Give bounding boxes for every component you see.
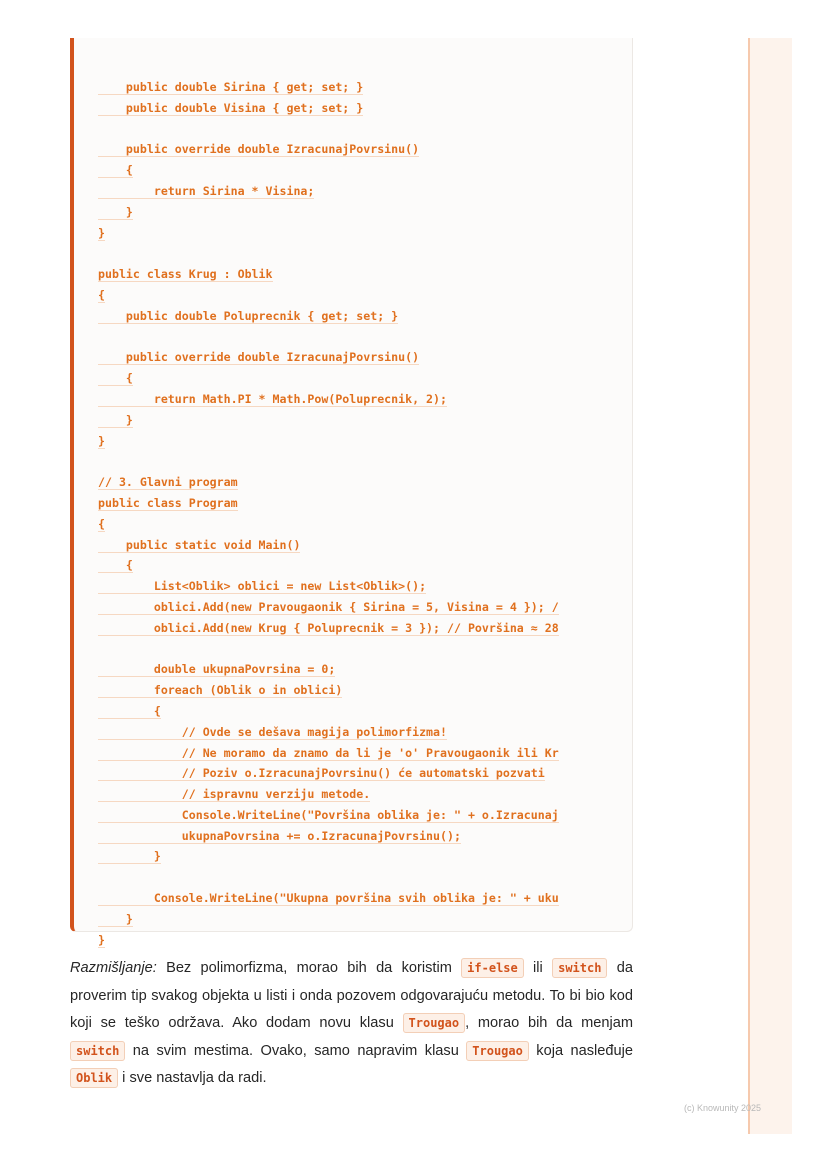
para-text-7: i sve nastavlja da radi.: [118, 1070, 267, 1087]
code-line-text: return Sirina * Visina;: [98, 183, 315, 198]
code-line-text: {: [98, 516, 105, 531]
para-text-1: Bez polimorfizma, morao bih da koristim: [156, 960, 462, 976]
code-line: [98, 366, 698, 387]
code-line: [98, 470, 698, 491]
para-text-2: ili: [523, 960, 553, 976]
code-line-text: public class Krug : Oblik: [98, 267, 273, 282]
code-line-text: oblici.Add(new Pravougaonik { Sirina = 5, Visina = 4 }); /: [98, 599, 559, 614]
side-divider: [748, 38, 750, 1134]
code-line: [98, 533, 698, 554]
code-line: [98, 824, 698, 845]
code-line: [98, 803, 698, 824]
code-line: [98, 907, 698, 928]
code-line: [98, 720, 698, 741]
code-line-text: public override double IzracunajPovrsinu(): [98, 350, 420, 365]
side-panel: [749, 38, 792, 1134]
code-line: [98, 117, 698, 138]
code-line-text: return Math.PI * Math.Pow(Poluprecnik, 2);: [98, 391, 448, 406]
code-chip-trougao-2: Trougao: [466, 1041, 529, 1061]
code-line-text: }: [98, 412, 133, 427]
code-line: [98, 699, 698, 720]
code-line-text: oblici.Add(new Krug { Poluprecnik = 3 }); // Površina ≈ 28: [98, 620, 559, 635]
code-line: [98, 512, 698, 533]
code-line-text: // 3. Glavni program: [98, 475, 238, 490]
code-line: [98, 304, 698, 325]
code-line: [98, 491, 698, 512]
code-chip-oblik: Oblik: [70, 1068, 118, 1088]
code-line-text: {: [98, 371, 133, 386]
code-chip-switch-2: switch: [70, 1041, 125, 1061]
code-line: [98, 158, 698, 179]
code-line-text: {: [98, 558, 133, 573]
code-chip-trougao: Trougao: [403, 1013, 466, 1033]
code-line-text: {: [98, 703, 161, 718]
para-text-6: koja nasleđuje: [528, 1042, 633, 1059]
code-line-text: // ispravnu verziju metode.: [98, 787, 371, 802]
code-line: [98, 616, 698, 637]
code-line: [98, 886, 698, 907]
code-chip-if-else: if-else: [461, 958, 524, 978]
code-line: [98, 241, 698, 262]
code-line-text: public class Program: [98, 495, 238, 510]
para-text-5: na svim mestima. Ovako, samo napravim klasu: [125, 1042, 467, 1059]
code-line: [98, 657, 698, 678]
code-line: [98, 262, 698, 283]
code-line-text: // Ne moramo da znamo da li je 'o' Pravougaonik ili Kr: [98, 745, 559, 760]
code-line: [98, 75, 698, 96]
code-line: [98, 553, 698, 574]
code-line: [98, 761, 698, 782]
code-line-text: ukupnaPovrsina += o.IzracunajPovrsinu();: [98, 828, 461, 843]
para-text-3: da proverim tip svakog objekta u listi i onda pozovem odgovarajuću metodu. To bi bio kod koji se teško održava. Ako dodam novu klasu: [70, 960, 633, 1032]
code-line-text: // Poziv o.IzracunajPovrsinu() će automatski pozvati: [98, 766, 545, 781]
code-line: [98, 325, 698, 346]
code-chip-switch: switch: [552, 958, 607, 978]
code-line-text: {: [98, 163, 133, 178]
code-line: [98, 595, 698, 616]
code-line-text: List<Oblik> oblici = new List<Oblik>();: [98, 579, 427, 594]
code-line: [98, 179, 698, 200]
code-line-text: double ukupnaPovrsina = 0;: [98, 662, 336, 677]
code-line-text: foreach (Oblik o in oblici): [98, 683, 343, 698]
code-line-text: }: [98, 433, 105, 448]
reflection-label: Razmišljanje:: [70, 960, 157, 976]
code-block: [70, 38, 633, 947]
code-lines: [98, 75, 698, 948]
code-line: [98, 449, 698, 470]
code-line: [98, 408, 698, 429]
code-line-text: }: [98, 911, 133, 926]
code-line: [98, 221, 698, 242]
reflection-paragraph: [70, 955, 633, 1093]
code-line: [98, 429, 698, 450]
code-line: [98, 865, 698, 886]
code-line-text: {: [98, 287, 105, 302]
code-line-text: public static void Main(): [98, 537, 301, 552]
code-line: [98, 741, 698, 762]
code-line-text: Console.WriteLine("Površina oblika je: " + o.Izracunaj: [98, 807, 559, 822]
code-line-text: }: [98, 849, 161, 864]
code-line: [98, 678, 698, 699]
code-line-text: }: [98, 932, 105, 947]
code-line: [98, 844, 698, 865]
code-line: [98, 345, 698, 366]
code-line-text: public double Poluprecnik { get; set; }: [98, 308, 399, 323]
code-line: [98, 574, 698, 595]
code-line-text: }: [98, 204, 133, 219]
code-line: [98, 96, 698, 117]
code-line-text: public override double IzracunajPovrsinu(): [98, 142, 420, 157]
code-line: [98, 782, 698, 803]
code-line: [98, 637, 698, 658]
code-line: [98, 200, 698, 221]
code-line-text: // Ovde se dešava magija polimorfizma!: [98, 724, 448, 739]
copyright-footer: (c) Knowunity 2025: [684, 1103, 762, 1113]
code-line-text: Console.WriteLine("Ukupna površina svih oblika je: " + uku: [98, 891, 559, 906]
code-line: [98, 283, 698, 304]
para-text-4: , morao bih da menjam: [465, 1015, 633, 1032]
code-line: [98, 387, 698, 408]
code-line: [98, 928, 698, 949]
code-line-text: public double Visina { get; set; }: [98, 100, 364, 115]
code-line-text: public double Sirina { get; set; }: [98, 80, 364, 94]
code-line-text: }: [98, 225, 105, 240]
code-line: [98, 137, 698, 158]
